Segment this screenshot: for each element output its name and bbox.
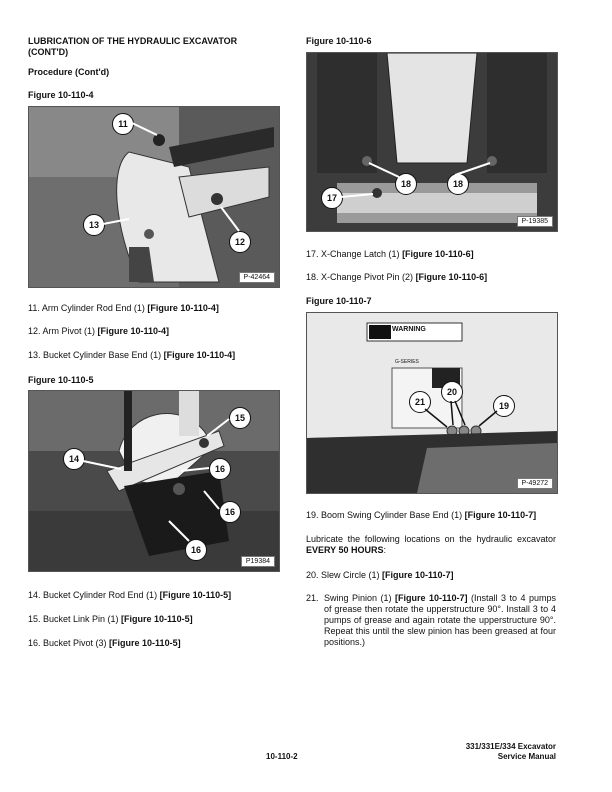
footer-manual: Service Manual (497, 752, 556, 761)
callout-15: 15 (229, 407, 251, 429)
list-item-12: 12. Arm Pivot (1) [Figure 10-110-4] (28, 326, 170, 336)
lubricate-paragraph: Lubricate the following locations on the hydraulic excavator EVERY 50 HOURS: (306, 534, 556, 555)
callout-12: 12 (229, 231, 251, 253)
section-title (28, 36, 278, 58)
list-item-14: 14. Bucket Cylinder Rod End (1) [Figure 10-110-5] (28, 590, 232, 600)
list-item-21 (306, 593, 556, 648)
callout-14: 14 (63, 448, 85, 470)
list-item-20: 20. Slew Circle (1) [Figure 10-110-7] (306, 570, 454, 580)
figure-6-code: P-19385 (517, 216, 553, 227)
list-item-18: 18. X-Change Pivot Pin (2) [Figure 10-110-6] (306, 272, 488, 282)
figure-ref: [Figure 10-110-4] (97, 326, 170, 336)
figure-ref: [Figure 10-110-7] (464, 510, 537, 520)
interval-emphasis: EVERY 50 HOURS (306, 545, 384, 555)
figure-5-code: P19384 (241, 556, 275, 567)
section-title-line2: (CONT'D) (28, 47, 69, 57)
figure-7-label: Figure 10-110-7 (306, 296, 372, 306)
figure-ref: [Figure 10-110-6] (415, 272, 488, 282)
figure-10-110-5-photo (28, 390, 280, 572)
figure-4-code: P-42464 (239, 272, 275, 283)
figure-10-110-6-photo (306, 52, 558, 232)
footer-manual-info (466, 742, 556, 762)
figure-ref: [Figure 10-110-7] (382, 570, 454, 580)
section-title-line1: LUBRICATION OF THE HYDRAULIC EXCAVATOR (28, 36, 238, 46)
list-item-11: 11. Arm Cylinder Rod End (1) [Figure 10-110-4] (28, 303, 219, 313)
figure-ref: [Figure 10-110-5] (159, 590, 232, 600)
callout-18b: 18 (447, 173, 469, 195)
list-item-15: 15. Bucket Link Pin (1) [Figure 10-110-5] (28, 614, 193, 624)
list-item-16: 16. Bucket Pivot (3) [Figure 10-110-5] (28, 638, 181, 648)
item-21-number: 21. (306, 593, 319, 603)
figure-ref: [Figure 10-110-6] (402, 249, 474, 259)
figure-10-110-4-photo (28, 106, 280, 288)
callout-16a: 16 (209, 458, 231, 480)
figure-ref: [Figure 10-110-7] (395, 593, 468, 603)
callout-16b: 16 (219, 501, 241, 523)
figure-ref: [Figure 10-110-4] (147, 303, 219, 313)
callout-18a: 18 (395, 173, 417, 195)
figure-5-label: Figure 10-110-5 (28, 375, 94, 385)
figure-ref: [Figure 10-110-5] (121, 614, 193, 624)
figure-ref: [Figure 10-110-4] (163, 350, 236, 360)
list-item-13: 13. Bucket Cylinder Base End (1) [Figure 10-110-4] (28, 350, 236, 360)
figure-10-110-7-photo (306, 312, 558, 494)
list-item-17: 17. X-Change Latch (1) [Figure 10-110-6] (306, 249, 474, 259)
callout-13: 13 (83, 214, 105, 236)
item-21-text: Swing Pinion (1) [Figure 10-110-7] (Install 3 to 4 pumps of grease then rotate the upperstructure 90°. Install 3 to 4 pumps of grease and again rotate the upperstructure 90°. Repeat this until the slew pinion has been greased at four positions.) (324, 593, 556, 647)
figure-7-code: P-49272 (517, 478, 553, 489)
figure-ref: [Figure 10-110-5] (109, 638, 181, 648)
callout-17: 17 (321, 187, 343, 209)
page-number: 10-110-2 (266, 752, 298, 761)
callout-19: 19 (493, 395, 515, 417)
callout-11: 11 (112, 113, 134, 135)
series-decal-text: G-SERIES (395, 359, 419, 365)
figure-6-label: Figure 10-110-6 (306, 36, 372, 46)
procedure-heading: Procedure (Cont'd) (28, 67, 110, 77)
callout-21: 21 (409, 391, 431, 413)
callout-16c: 16 (185, 539, 207, 561)
callout-20: 20 (441, 381, 463, 403)
list-item-19: 19. Boom Swing Cylinder Base End (1) [Figure 10-110-7] (306, 510, 537, 520)
warning-decal-text: WARNING (392, 326, 426, 333)
figure-4-label: Figure 10-110-4 (28, 90, 94, 100)
footer-model: 331/331E/334 Excavator (465, 742, 556, 751)
